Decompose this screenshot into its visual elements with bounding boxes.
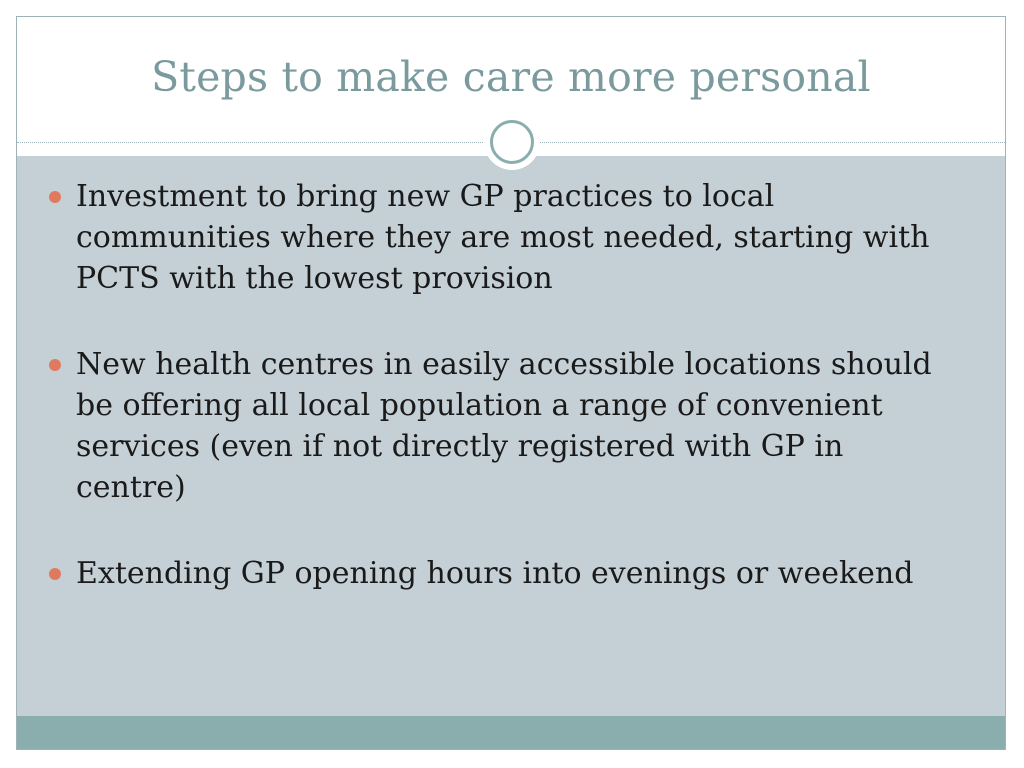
- bullet-list: [49, 176, 959, 639]
- bullet-item-health-centres: [49, 344, 959, 508]
- slide-title: Steps to make care more personal: [151, 53, 871, 101]
- bullet-dot-icon: [49, 359, 61, 371]
- bullet-dot-icon: [49, 191, 61, 203]
- bullet-item-opening-hours: [49, 553, 959, 594]
- slide: [16, 16, 1006, 750]
- bullet-text: Extending GP opening hours into evenings or weekend: [76, 556, 914, 591]
- bullet-item-investment: [49, 176, 959, 299]
- bullet-dot-icon: [49, 568, 61, 580]
- bullet-text: New health centres in easily accessible locations should be offering all local population a range of convenient services (even if not directly registered with GP in centre): [76, 347, 932, 505]
- content-area: [17, 156, 1005, 716]
- footer-band: [17, 716, 1005, 750]
- ornament-ring: [490, 120, 534, 164]
- bullet-text: Investment to bring new GP practices to local communities where they are most needed, starting with PCTS with the lowest provision: [76, 179, 930, 296]
- circle-ornament-icon: [484, 114, 540, 170]
